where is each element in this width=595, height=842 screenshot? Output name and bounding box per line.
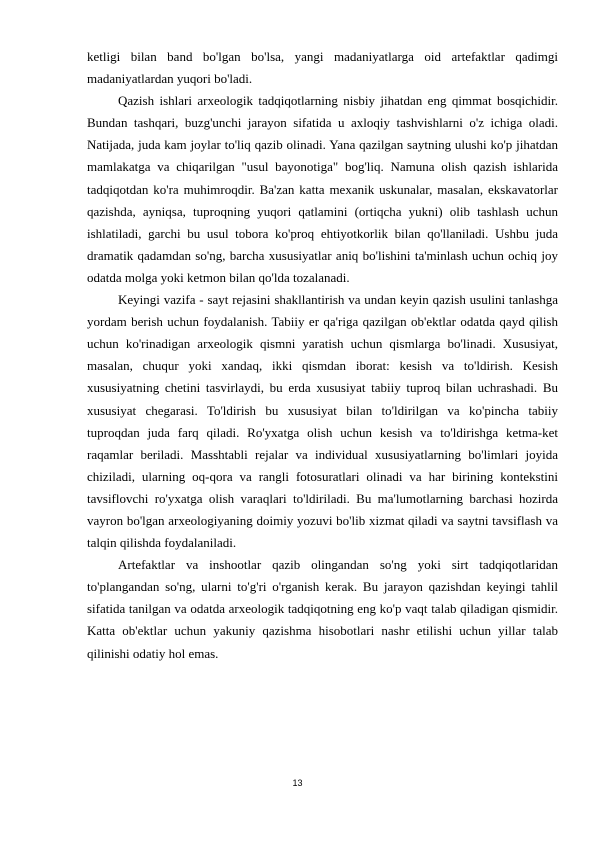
paragraph-excavation-cost: Qazish ishlari arxeologik tadqiqotlarning nisbiy jihatdan eng qimmat bosqichidir. Bundan tashqari, buzg'unchi jarayon sifatida u axloqiy tashvishlarni o'z ichiga oladi. Natijada, juda kam joylar to'liq qazib olinadi. Yana qazilgan saytning ulushi ko'p jihatdan mamlakatga va chiqarilgan "usul bayonotiga" bog'liq. Namuna olish qazish ishlarida tadqiqotdan ko'ra muhimroqdir. Ba'zan katta mexanik uskunalar, masalan, ekskavatorlar qazishda, ayniqsa, tuproqning yuqori qatlamini (ortiqcha yukni) olib tashlash uchun ishlatiladi, garchi bu usul tobora ko'proq ehtiyotkorlik bilan qo'llaniladi. Ushbu juda dramatik qadamdan so'ng, barcha xususiyatlar aniq bo'lishini ta'minlash uchun ochiq joy odatda molga yoki ketmon bilan qo'lda tozalanadi. (87, 93, 558, 285)
page-body (87, 46, 558, 665)
paragraph-site-plan: Keyingi vazifa - sayt rejasini shakllantirish va undan keyin qazish usulini tanlashga yordam berish uchun foydalanish. Tabiiy er qa'riga qazilgan ob'ektlar odatda qayd qilish uchun ko'rinadigan arxeologik qismni yaratish uchun qismlarga bo'linadi. Xususiyat, masalan, chuqur yoki xandaq, ikki qismdan iborat: kesish va to'ldirish. Kesish xususiyatning chetini tasvirlaydi, bu erda xususiyat tabiiy tuproq bilan uchrashadi. Bu xususiyat chegarasi. To'ldirish bu xususiyat bilan to'ldirilgan va ko'pincha tabiiy tuproqdan juda farq qiladi. Ro'yxatga olish uchun kesish va to'ldirishga ketma-ket raqamlar beriladi. Masshtabli rejalar va individual xususiyatlarning bo'limlari joyida chiziladi, ularning oq-qora va rangli fotosuratlari olinadi va har birining kontekstini tavsiflovchi ro'yxatga olish varaqlari to'ldiriladi. Bu ma'lumotlarning barchasi hozirda vayron bo'lgan arxeologiyaning doimiy yozuvi bo'lib xizmat qiladi va saytni tavsiflash va talqin qilishda foydalaniladi. (87, 292, 558, 551)
page-number: 13 (292, 778, 303, 788)
paragraph-continuation: ketligi bilan band bo'lgan bo'lsa, yangi madaniyatlarga oid artefaktlar qadimgi madaniyatlardan yuqori bo'ladi. (87, 49, 558, 87)
paragraph-post-excavation: Artefaktlar va inshootlar qazib olingandan so'ng yoki sirt tadqiqotlaridan to'plangandan so'ng, ularni to'g'ri o'rganish kerak. Bu jarayon qazishdan keyingi tahlil sifatida tanilgan va odatda arxeologik tadqiqotning eng ko'p vaqt talab qiladigan qismidir. Katta ob'ektlar uchun yakuniy qazishma hisobotlari nashr etilishi uchun yillar talab qilinishi odatiy hol emas. (87, 557, 558, 661)
